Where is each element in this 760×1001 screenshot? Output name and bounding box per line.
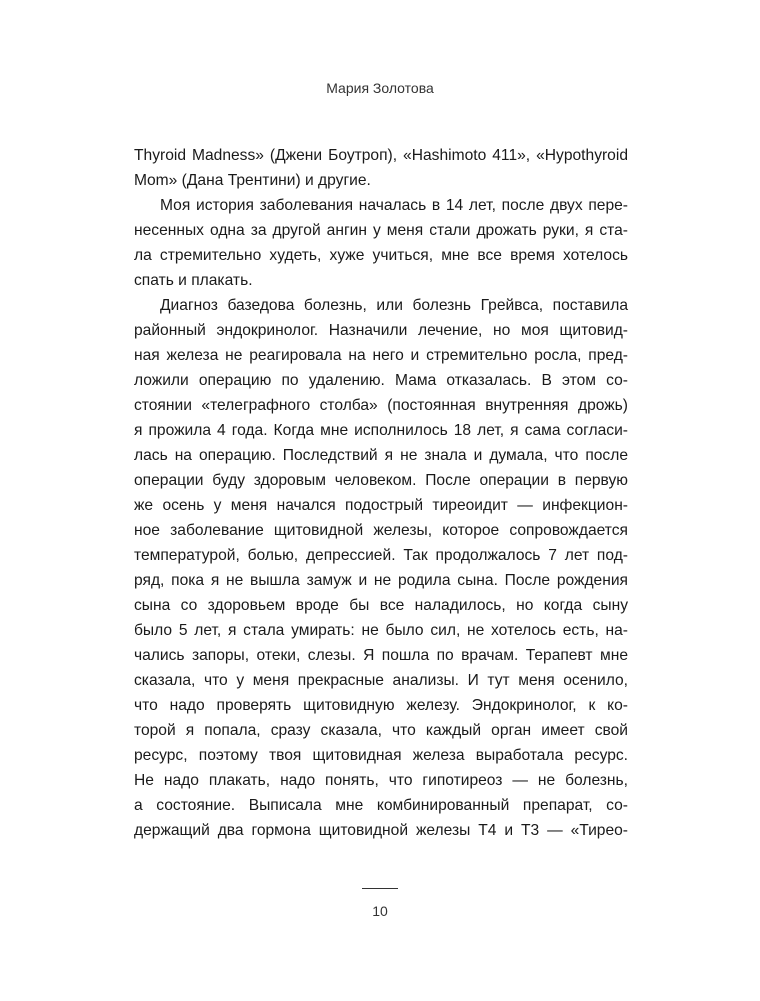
text-line: Не надо плакать, надо понять, что гипотиреоз — не болезнь, bbox=[134, 772, 628, 789]
text-line: я прожила 4 года. Когда мне исполнилось 18 лет, я сама согласи- bbox=[134, 422, 628, 439]
text-line: же осень у меня начался подострый тиреоидит — инфекцион- bbox=[134, 497, 628, 514]
text-line: ное заболевание щитовидной железы, которое сопровождается bbox=[134, 522, 628, 539]
text-line: держащий два гормона щитовидной железы Т4 и Т3 — «Тирео- bbox=[134, 822, 628, 839]
body-text bbox=[134, 143, 628, 843]
text-line: стоянии «телеграфного столба» (постоянная внутренняя дрожь) bbox=[134, 397, 628, 414]
text-line: несенных одна за другой ангин у меня стали дрожать руки, я ста- bbox=[134, 222, 628, 239]
text-line: сына со здоровьем вроде бы все наладилось, но когда сыну bbox=[134, 597, 628, 614]
text-line: сказала, что у меня прекрасные анализы. И тут меня осенило, bbox=[134, 672, 628, 689]
text-line: что надо проверять щитовидную железу. Эндокринолог, к ко- bbox=[134, 697, 628, 714]
running-header-author: Мария Золотова bbox=[326, 80, 434, 96]
text-line: ряд, пока я не вышла замуж и не родила сына. После рождения bbox=[134, 572, 628, 589]
text-line: а состояние. Выписала мне комбинированный препарат, со- bbox=[134, 797, 628, 814]
text-line: Диагноз базедова болезнь, или болезнь Грейвса, поставила bbox=[160, 297, 628, 314]
text-line: Mom» (Дана Трентини) и другие. bbox=[134, 172, 371, 189]
page-number: 10 bbox=[372, 903, 388, 919]
text-line: районный эндокринолог. Назначили лечение, но моя щитовид- bbox=[134, 322, 628, 339]
text-line: спать и плакать. bbox=[134, 272, 253, 289]
footer-divider bbox=[362, 888, 398, 889]
text-line: ложили операцию по удалению. Мама отказалась. В этом со- bbox=[134, 372, 628, 389]
text-line: чались запоры, отеки, слезы. Я пошла по врачам. Терапевт мне bbox=[134, 647, 628, 664]
text-line: ресурс, поэтому твоя щитовидная железа выработала ресурс. bbox=[134, 747, 628, 764]
text-line: было 5 лет, я стала умирать: не было сил, не хотелось есть, на- bbox=[134, 622, 628, 639]
text-line: ная железа не реагировала на него и стремительно росла, пред- bbox=[134, 347, 628, 364]
text-line: ла стремительно худеть, хуже учиться, мне все время хотелось bbox=[134, 247, 628, 264]
text-line: Моя история заболевания началась в 14 лет, после двух пере- bbox=[160, 197, 628, 214]
text-line: Thyroid Madness» (Джени Боутроп), «Hashimoto 411», «Hypothyroid bbox=[134, 147, 628, 164]
text-line: торой я попала, сразу сказала, что каждый орган имеет свой bbox=[134, 722, 628, 739]
text-line: лась на операцию. Последствий я не знала и думала, что после bbox=[134, 447, 628, 464]
text-line: операции буду здоровым человеком. После операции в первую bbox=[134, 472, 628, 489]
text-line: температурой, болью, депрессией. Так продолжалось 7 лет под- bbox=[134, 547, 628, 564]
